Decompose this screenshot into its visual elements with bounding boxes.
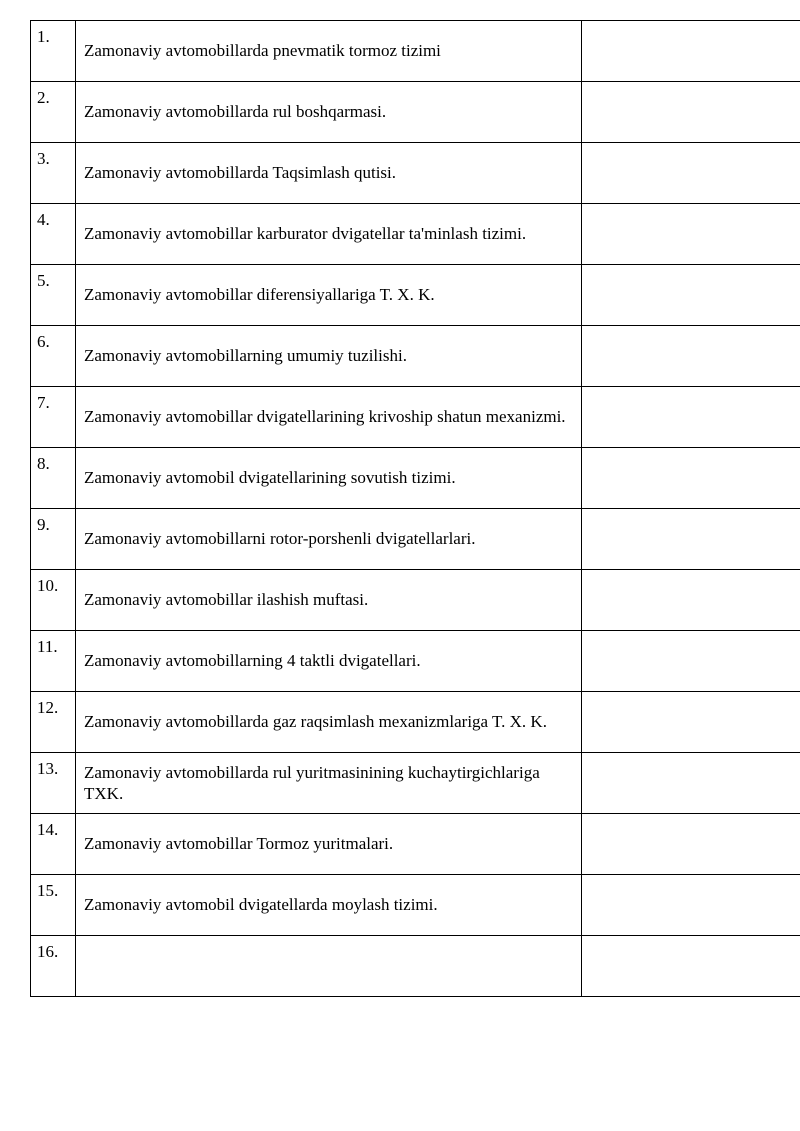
topics-table-body [31, 21, 800, 997]
row-notes [582, 204, 800, 265]
row-topic: Zamonaviy avtomobil dvigatellarining sovutish tizimi. [76, 448, 582, 509]
table-row [31, 692, 800, 753]
row-topic: Zamonaviy avtomobil dvigatellarda moylash tizimi. [76, 875, 582, 936]
table-row [31, 265, 800, 326]
row-topic: Zamonaviy avtomobillar Tormoz yuritmalari. [76, 814, 582, 875]
row-number: 3. [31, 143, 76, 204]
row-number: 15. [31, 875, 76, 936]
table-row [31, 509, 800, 570]
row-topic: Zamonaviy avtomobillarda rul boshqarmasi. [76, 82, 582, 143]
table-row [31, 448, 800, 509]
row-number: 5. [31, 265, 76, 326]
row-notes [582, 875, 800, 936]
table-row [31, 326, 800, 387]
row-notes [582, 448, 800, 509]
topics-table [30, 20, 800, 997]
row-number: 13. [31, 753, 76, 814]
row-number: 1. [31, 21, 76, 82]
row-notes [582, 692, 800, 753]
row-notes [582, 936, 800, 997]
row-notes [582, 82, 800, 143]
row-notes [582, 265, 800, 326]
table-row [31, 814, 800, 875]
row-notes [582, 21, 800, 82]
row-notes [582, 631, 800, 692]
row-topic: Zamonaviy avtomobillarda Taqsimlash qutisi. [76, 143, 582, 204]
table-row [31, 143, 800, 204]
row-number: 16. [31, 936, 76, 997]
row-number: 6. [31, 326, 76, 387]
row-topic: Zamonaviy avtomobillarda pnevmatik tormoz tizimi [76, 21, 582, 82]
table-row [31, 387, 800, 448]
row-number: 4. [31, 204, 76, 265]
row-topic: Zamonaviy avtomobillarda gaz raqsimlash mexanizmlariga T. X. K. [76, 692, 582, 753]
row-number: 8. [31, 448, 76, 509]
row-number: 10. [31, 570, 76, 631]
row-topic: Zamonaviy avtomobillarda rul yuritmasinining kuchaytirgichlariga TXK. [76, 753, 582, 814]
table-row [31, 204, 800, 265]
table-row [31, 82, 800, 143]
row-number: 11. [31, 631, 76, 692]
row-number: 2. [31, 82, 76, 143]
table-row [31, 631, 800, 692]
row-topic: Zamonaviy avtomobillar ilashish muftasi. [76, 570, 582, 631]
row-notes [582, 509, 800, 570]
row-notes [582, 387, 800, 448]
row-notes [582, 570, 800, 631]
table-row [31, 753, 800, 814]
row-topic [76, 936, 582, 997]
row-number: 9. [31, 509, 76, 570]
row-topic: Zamonaviy avtomobillar karburator dvigatellar ta'minlash tizimi. [76, 204, 582, 265]
row-notes [582, 814, 800, 875]
row-topic: Zamonaviy avtomobillar dvigatellarining krivoship shatun mexanizmi. [76, 387, 582, 448]
row-number: 12. [31, 692, 76, 753]
table-row [31, 21, 800, 82]
row-topic: Zamonaviy avtomobillarning umumiy tuzilishi. [76, 326, 582, 387]
row-notes [582, 143, 800, 204]
row-number: 7. [31, 387, 76, 448]
row-topic: Zamonaviy avtomobillar diferensiyallariga T. X. K. [76, 265, 582, 326]
table-row [31, 570, 800, 631]
table-row [31, 875, 800, 936]
table-row [31, 936, 800, 997]
row-number: 14. [31, 814, 76, 875]
row-notes [582, 753, 800, 814]
row-topic: Zamonaviy avtomobillarni rotor-porshenli dvigatellarlari. [76, 509, 582, 570]
row-notes [582, 326, 800, 387]
row-topic: Zamonaviy avtomobillarning 4 taktli dvigatellari. [76, 631, 582, 692]
